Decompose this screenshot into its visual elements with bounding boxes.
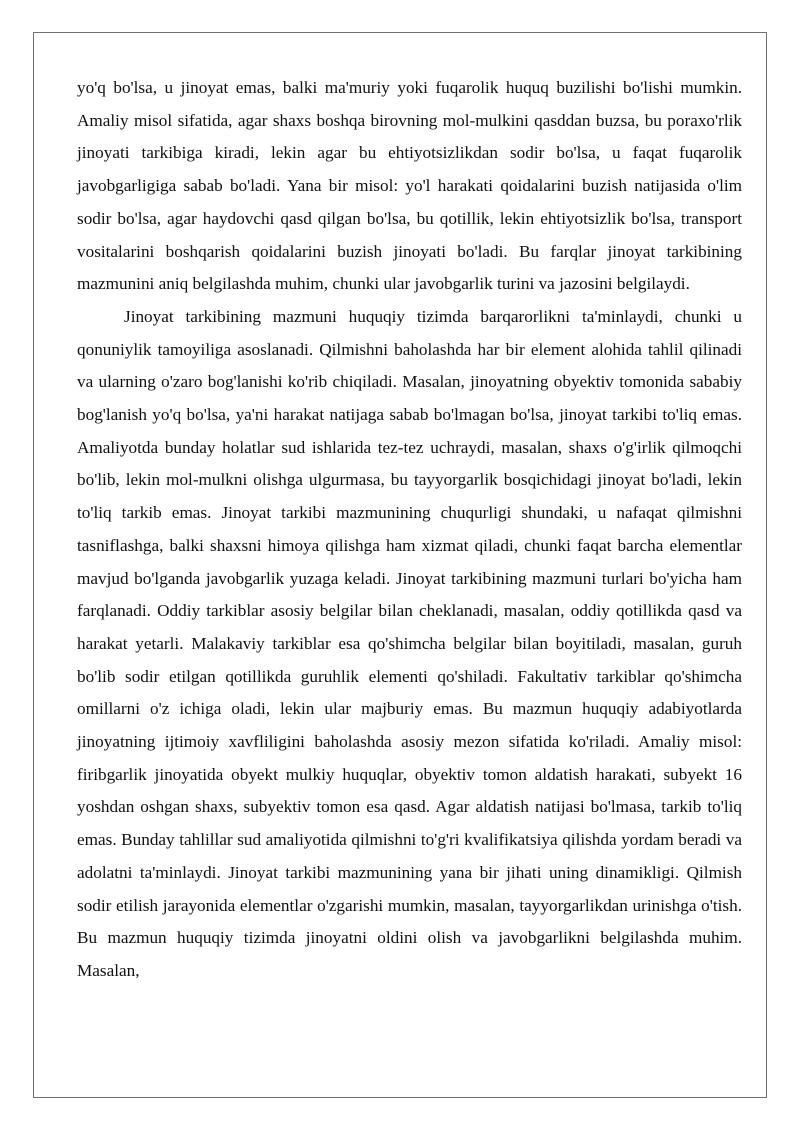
- paragraph-continuation: yo'q bo'lsa, u jinoyat emas, balki ma'muriy yoki fuqarolik huquq buzilishi bo'lishi mumkin. Amaliy misol sifatida, agar shaxs boshqa birovning mol-mulkini qasddan buzsa, bu poraxo'rlik jinoyati tarkibiga kiradi, lekin agar bu ehtiyotsizlikdan sodir bo'lsa, u faqat fuqarolik javobgarligiga sabab bo'ladi. Yana bir misol: yo'l harakati qoidalarini buzish natijasida o'lim sodir bo'lsa, agar haydovchi qasd qilgan bo'lsa, bu qotillik, lekin ehtiyotsizlik bo'lsa, transport vositalarini boshqarish qoidalarini buzish jinoyati bo'ladi. Bu farqlar jinoyat tarkibining mazmunini aniq belgilashda muhim, chunki ular javobgarlik turini va jazosini belgilaydi.: [77, 78, 742, 294]
- paragraph-main: Jinoyat tarkibining mazmuni huquqiy tizimda barqarorlikni ta'minlaydi, chunki u qonuniylik tamoyiliga asoslanadi. Qilmishni baholashda har bir element alohida tahlil qilinadi va ularning o'zaro bog'lanishi ko'rib chiqiladi. Masalan, jinoyatning obyektiv tomonida sababiy bog'lanish yo'q bo'lsa, ya'ni harakat natijaga sabab bo'lmagan bo'lsa, jinoyat tarkibi to'liq emas. Amaliyotda bunday holatlar sud ishlarida tez-tez uchraydi, masalan, shaxs o'g'irlik qilmoqchi bo'lib, lekin mol-mulkni olishga ulgurmasa, bu tayyorgarlik bosqichidagi jinoyat bo'ladi, lekin to'liq tarkib emas. Jinoyat tarkibi mazmunining chuqurligi shundaki, u nafaqat qilmishni tasniflashga, balki shaxsni himoya qilishga ham xizmat qiladi, chunki faqat barcha elementlar mavjud bo'lganda javobgarlik yuzaga keladi. Jinoyat tarkibining mazmuni turlari bo'yicha ham farqlanadi. Oddiy tarkiblar asosiy belgilar bilan cheklanadi, masalan, oddiy qotillikda qasd va harakat yetarli. Malakaviy tarkiblar esa qo'shimcha belgilar bilan boyitiladi, masalan, guruh bo'lib sodir etilgan qotillikda guruhlik elementi qo'shiladi. Fakultativ tarkiblar qo'shimcha omillarni o'z ichiga oladi, lekin ular majburiy emas. Bu mazmun huquqiy adabiyotlarda jinoyatning ijtimoiy xavfliligini baholashda asosiy mezon sifatida ko'riladi. Amaliy misol: firibgarlik jinoyatida obyekt mulkiy huquqlar, obyektiv tomon aldatish harakati, subyekt 16 yoshdan oshgan shaxs, subyektiv tomon esa qasd. Agar aldatish natijasi bo'lmasa, tarkib to'liq emas. Bunday tahlillar sud amaliyotida qilmishni to'g'ri kvalifikatsiya qilishda yordam beradi va adolatni ta'minlaydi. Jinoyat tarkibi mazmunining yana bir jihati uning dinamikligi. Qilmish sodir etilish jarayonida elementlar o'zgarishi mumkin, masalan, tayyorgarlikdan urinishga o'tish. Bu mazmun huquqiy tizimda jinoyatni oldini olish va javobgarlikni belgilashda muhim. Masalan,: [77, 306, 742, 980]
- document-body: [77, 72, 742, 988]
